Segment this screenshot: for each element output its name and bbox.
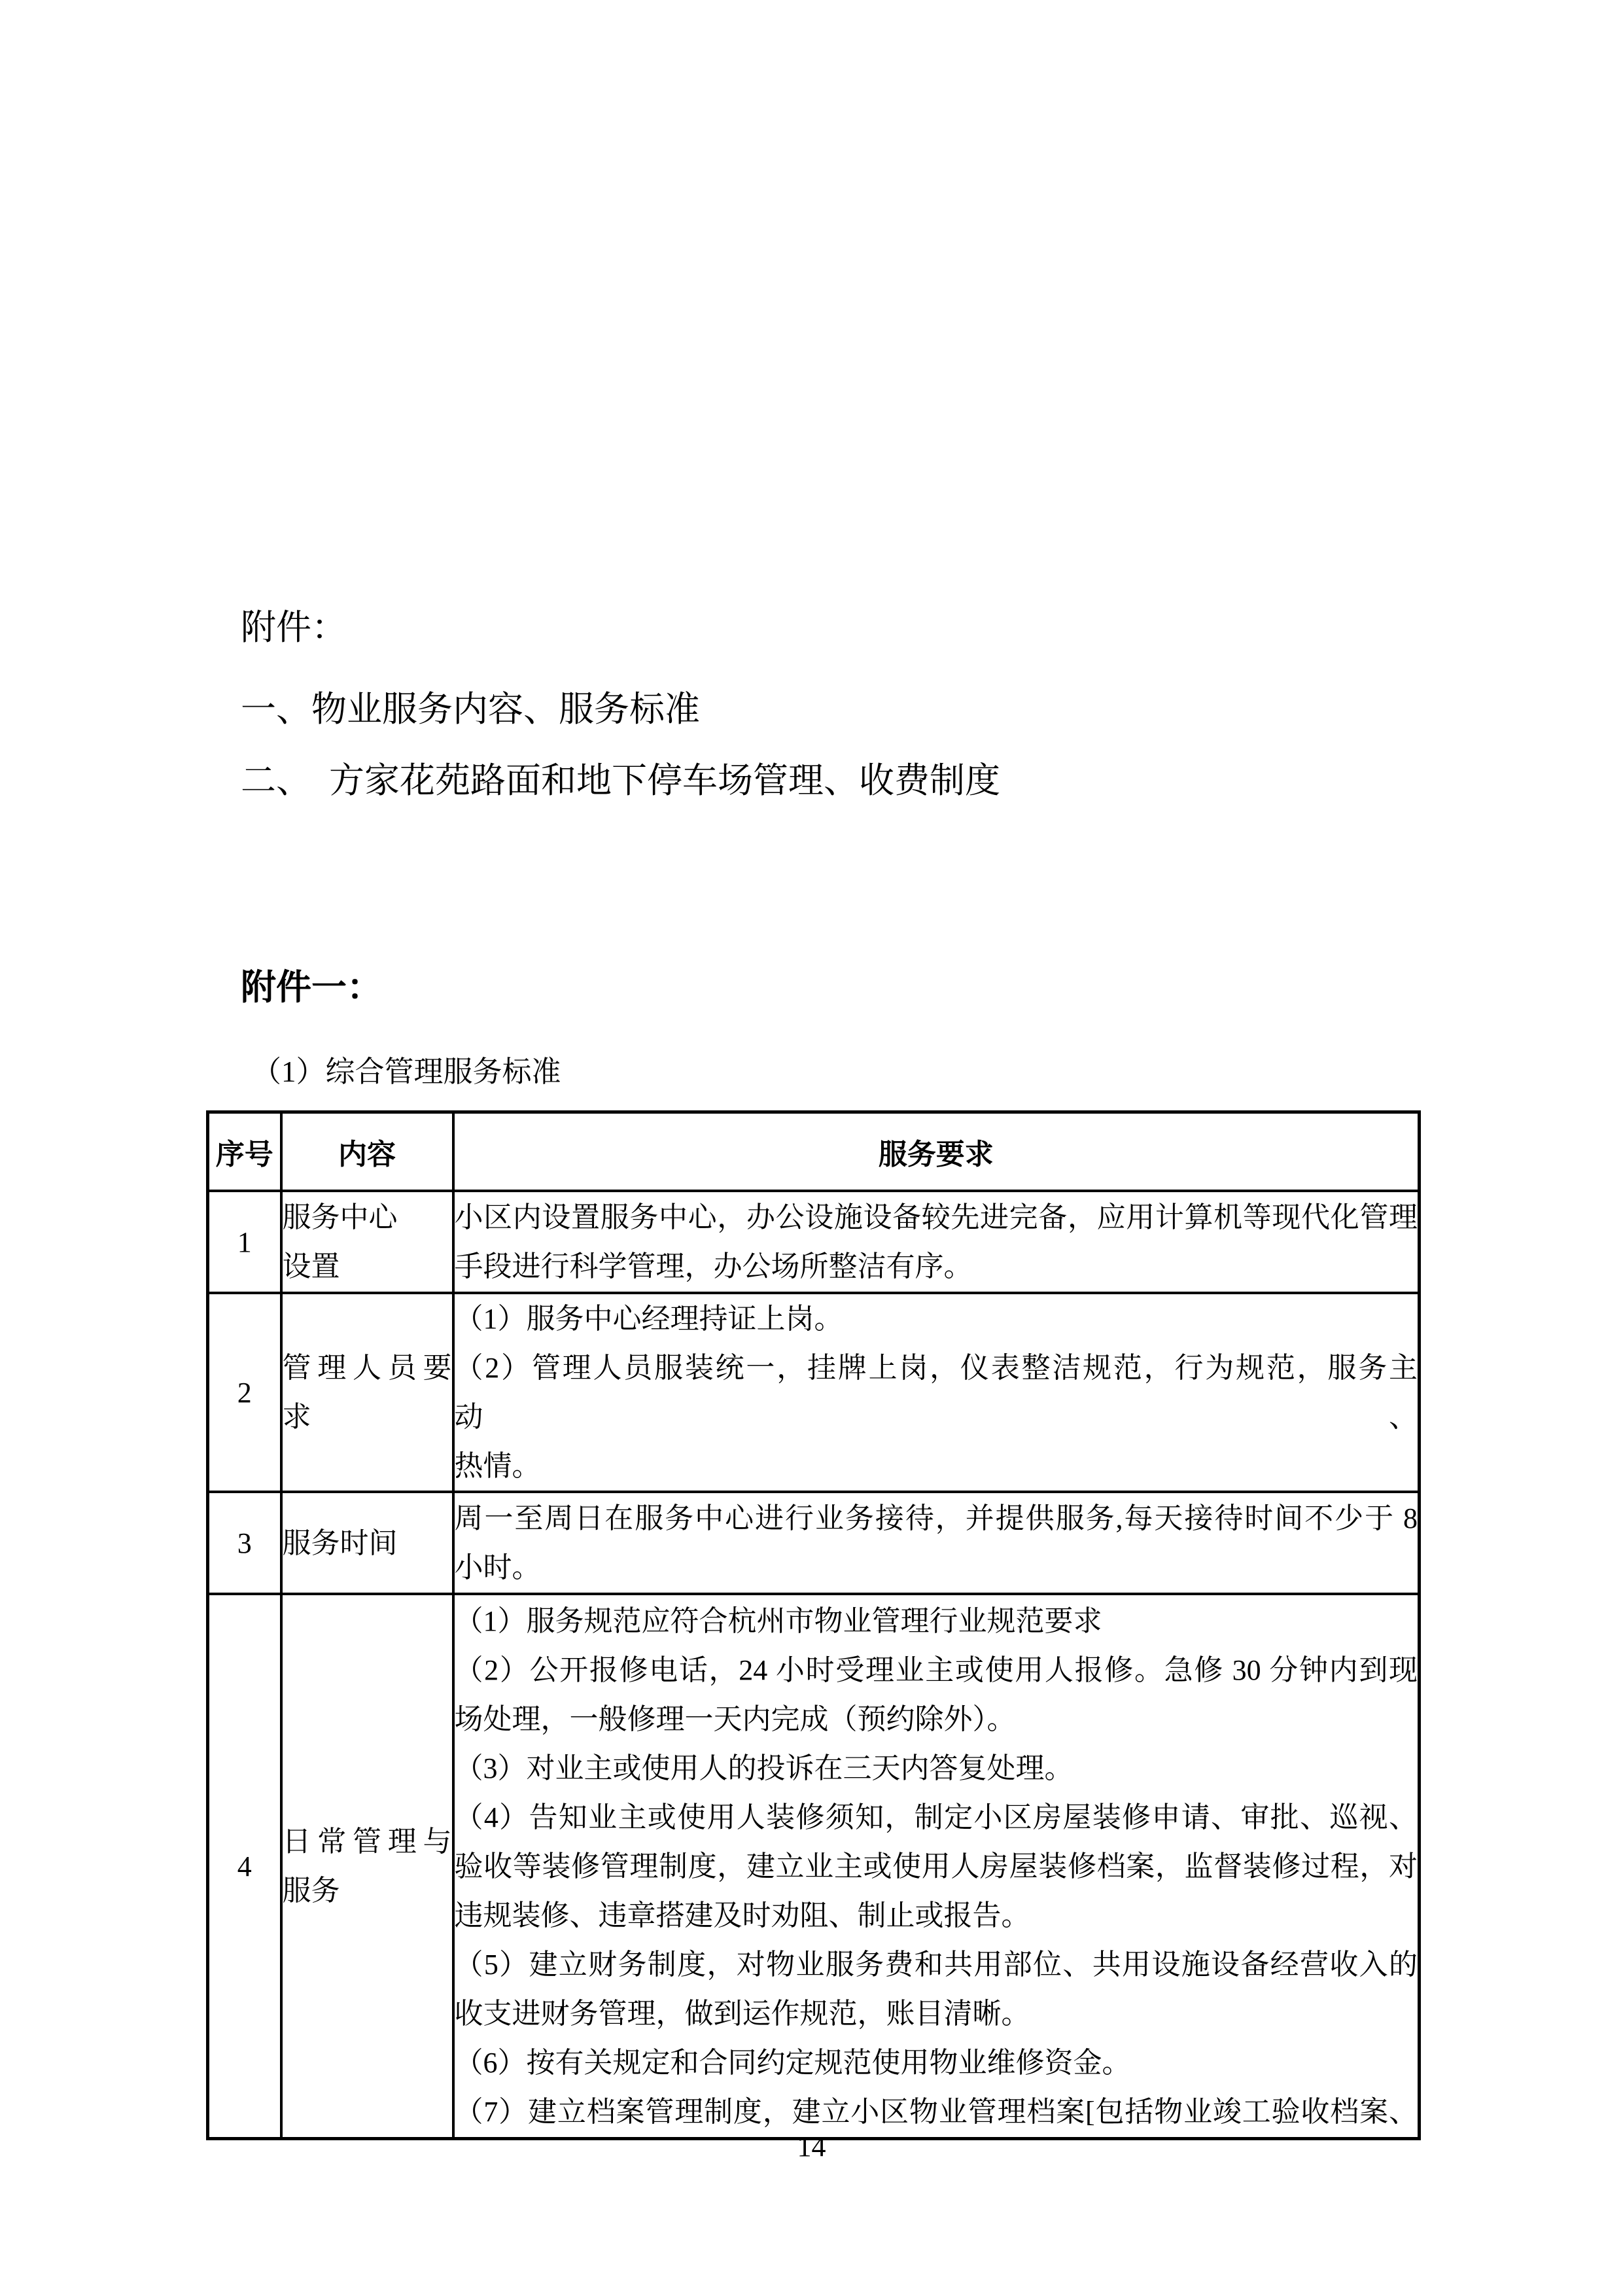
attachment-1-title: 附件一： — [241, 968, 382, 1007]
requirement-line: 场处理，一般修理一天内完成（预约除外）。 — [454, 1703, 1016, 1735]
requirement-line: （6）按有关规定和合同约定规范使用物业维修资金。 — [454, 2046, 1131, 2079]
table-row — [208, 1594, 1420, 2139]
content-line: 服务中心 — [282, 1201, 398, 1233]
cell-no: 3 — [208, 1492, 281, 1594]
requirement-line: （4）告知业主或使用人装修须知，制定小区房屋装修申请、审批、巡视、 — [454, 1801, 1418, 1833]
service-standards-table — [206, 1110, 1421, 2140]
requirement-line: 周一至周日在服务中心进行业务接待，并提供服务,每天接待时间不少于 8 — [454, 1502, 1418, 1534]
requirement-line: 小区内设置服务中心，办公设施设备较先进完备，应用计算机等现代化管理 — [454, 1201, 1418, 1233]
cell-content — [281, 1293, 453, 1492]
requirement-line: 收支进财务管理，做到运作规范，账目清晰。 — [454, 1997, 1030, 2030]
requirement-line: （1）服务中心经理持证上岗。 — [454, 1303, 843, 1335]
requirement-line: （3）对业主或使用人的投诉在三天内答复处理。 — [454, 1752, 1073, 1784]
col-header-no: 序号 — [208, 1112, 281, 1192]
content-line: 服务 — [282, 1875, 340, 1907]
page-number: 14 — [797, 2130, 826, 2163]
requirement-line: （7）建立档案管理制度，建立小区物业管理档案[包括物业竣工验收档案、 — [454, 2095, 1418, 2128]
requirement-line: 热情。 — [454, 1450, 541, 1482]
requirement-line: （5）建立财务制度，对物业服务费和共用部位、共用设施设备经营收入的 — [454, 1948, 1418, 1981]
table-caption: （1）综合管理服务标准 — [252, 1055, 561, 1088]
attachment-label: 附件： — [241, 608, 347, 647]
cell-no: 2 — [208, 1293, 281, 1492]
requirement-line: （2）公开报修电话，24 小时受理业主或使用人报修。急修 30 分钟内到现 — [454, 1653, 1418, 1686]
cell-requirement — [453, 1594, 1420, 2139]
table-row — [208, 1293, 1420, 1492]
table-header-row — [208, 1112, 1420, 1192]
content-line: 日常管理与 — [282, 1826, 452, 1858]
requirement-line: 手段进行科学管理，办公场所整洁有序。 — [454, 1250, 973, 1282]
col-header-requirement: 服务要求 — [453, 1112, 1420, 1192]
col-header-content: 内容 — [281, 1112, 453, 1192]
cell-content — [281, 1492, 453, 1594]
requirement-line: （1）服务规范应符合杭州市物业管理行业规范要求 — [454, 1604, 1102, 1637]
cell-no: 1 — [208, 1191, 281, 1293]
requirement-line: 验收等装修管理制度，建立业主或使用人房屋装修档案，监督装修过程，对 — [454, 1850, 1418, 1882]
list-item-1: 一、物业服务内容、服务标准 — [241, 690, 700, 729]
list-item-2: 二、 方家花苑路面和地下停车场管理、收费制度 — [241, 761, 1000, 800]
cell-requirement — [453, 1492, 1420, 1594]
cell-no: 4 — [208, 1594, 281, 2139]
content-line: 管理人员要 — [282, 1352, 452, 1384]
requirement-line: 违规装修、违章搭建及时劝阻、制止或报告。 — [454, 1899, 1030, 1932]
cell-content — [281, 1594, 453, 2139]
cell-requirement — [453, 1191, 1420, 1293]
cell-requirement — [453, 1293, 1420, 1492]
content-line: 设置 — [282, 1250, 340, 1282]
table-row — [208, 1492, 1420, 1594]
requirement-line: （2）管理人员服装统一，挂牌上岗，仪表整洁规范，行为规范，服务主动、 — [454, 1352, 1418, 1433]
requirement-line: 小时。 — [454, 1551, 541, 1583]
cell-content — [281, 1191, 453, 1293]
content-line: 服务时间 — [282, 1527, 398, 1559]
table-row — [208, 1191, 1420, 1293]
content-line: 求 — [282, 1401, 311, 1433]
